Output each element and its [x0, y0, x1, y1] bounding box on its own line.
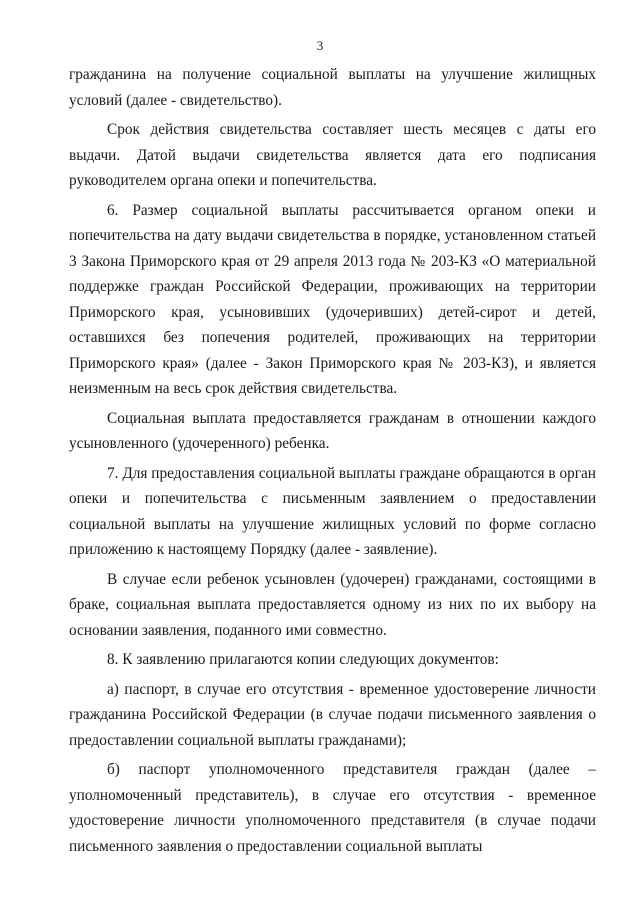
document-body [69, 62, 596, 859]
page-number: 3 [316, 38, 324, 53]
paragraph-per-child: Социальная выплата предоставляется гражданам в отношении каждого усыновленного (удочеренного) ребенка. [69, 409, 596, 452]
paragraph-item-8a: а) паспорт, в случае его отсутствия - временное удостоверение личности гражданина Российской Федерации (в случае подачи письменного заявления о предоставлении социальной выплаты гражданами); [69, 680, 596, 749]
paragraph-item-8b: б) паспорт уполномоченного представителя граждан (далее – уполномоченный представитель), в случае его отсутствия - временное удостоверение личности уполномоченного представителя (в случае подачи письменного заявления о предоставлении социальной выплаты [69, 761, 596, 855]
paragraph-item-8: 8. К заявлению прилагаются копии следующих документов: [107, 651, 499, 668]
paragraph-continuation: гражданина на получение социальной выплаты на улучшение жилищных условий (далее - свидетельство). [69, 66, 596, 109]
paragraph-item-7: 7. Для предоставления социальной выплаты граждане обращаются в орган опеки и попечительства с письменным заявлением о предоставлении социальной выплаты на улучшение жилищных условий по форме согласно приложению к настоящему Порядку (далее - заявление). [69, 464, 596, 558]
paragraph-married-couple: В случае если ребенок усыновлен (удочерен) гражданами, состоящими в браке, социальная выплата предоставляется одному из них по их выбору на основании заявления, поданного ими совместно. [69, 570, 596, 639]
paragraph-validity: Срок действия свидетельства составляет шесть месяцев с даты его выдачи. Датой выдачи свидетельства является дата его подписания руководителем органа опеки и попечительства. [69, 121, 596, 189]
paragraph-item-6: 6. Размер социальной выплаты рассчитывается органом опеки и попечительства на дату выдачи свидетельства в порядке, установленном статьей 3 Закона Приморского края от 29 апреля 2013 года № 203-КЗ «О материальной поддержке граждан Российской Федерации, проживающих на территории Приморского края, усыновивших (удочеривших) детей-сирот и детей, оставшихся без попечения родителей, проживающих на территории Приморского края» (далее - Закон Приморского края № 203-КЗ), и является неизменным на весь срок действия свидетельства. [69, 201, 596, 397]
